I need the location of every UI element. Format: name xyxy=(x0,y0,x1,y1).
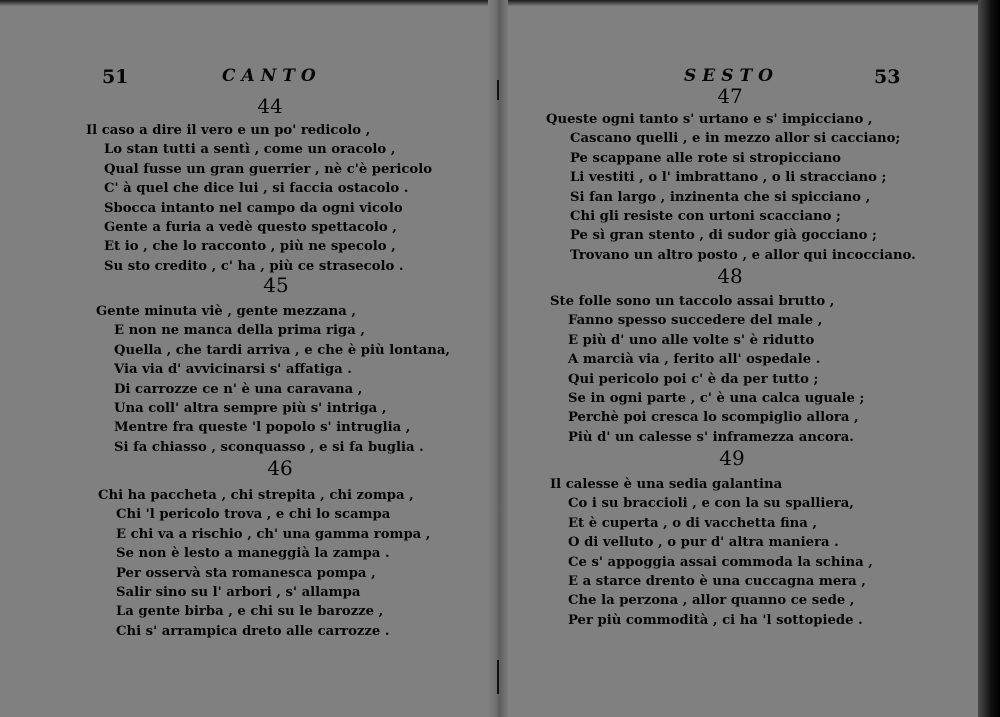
verse-line: E chi va a rischio , ch' una gamma rompa , xyxy=(116,526,431,542)
verse-line: Se non è lesto a maneggià la zampa . xyxy=(116,546,390,562)
verse-line: Ce s' appoggia assai commoda la schina , xyxy=(568,554,873,570)
left-running-head: CANTO xyxy=(222,66,322,86)
verse-line: La gente birba , e chi su le barozze , xyxy=(116,604,384,620)
stanza-number: 49 xyxy=(719,446,745,470)
verse-line: Et io , che lo racconto , più ne specolo , xyxy=(104,239,396,255)
verse-line: Et è cuperta , o di vacchetta fina , xyxy=(568,515,817,531)
verse-line: Chi ha paccheta , chi strepita , chi zompa , xyxy=(98,488,414,503)
verse-line: Trovano un altro posto , e allor qui incocciano. xyxy=(570,247,916,263)
verse-line: Queste ogni tanto s' urtano e s' impicciano , xyxy=(546,112,873,127)
stanza-48 xyxy=(550,292,864,447)
verse-line: E non ne manca della prima riga , xyxy=(114,323,365,339)
verse-line: Quella , che tardi arriva , e che è più lontana, xyxy=(114,342,450,358)
scan-right-edge xyxy=(978,0,1000,717)
left-page-number: 51 xyxy=(102,66,129,88)
stanza-number: 44 xyxy=(257,94,283,118)
verse-line: Su sto credito , c' ha , più ce strasecolo . xyxy=(104,258,404,274)
verse-line: A marcià via , ferito all' ospedale . xyxy=(568,352,821,368)
verse-line: Pe scappane alle rote si stropicciano xyxy=(570,150,841,166)
verse-line: Li vestiti , o l' imbrattano , o li stracciano ; xyxy=(570,170,887,186)
verse-line: Mentre fra queste 'l popolo s' intruglia , xyxy=(114,420,411,436)
stanza-46 xyxy=(98,486,430,641)
verse-line: Qui pericolo poi c' è da per tutto ; xyxy=(568,371,819,387)
verse-line: Cascano quelli , e in mezzo allor si cacciano; xyxy=(570,131,901,147)
right-page-number: 53 xyxy=(874,66,901,88)
verse-line: Si fa chiasso , sconquasso , e si fa buglia . xyxy=(114,439,424,455)
verse-line: Co i su braccioli , e con la su spalliera, xyxy=(568,496,854,512)
stanza-number: 46 xyxy=(267,456,293,480)
verse-line: Chi s' arrampica dreto alle carrozze . xyxy=(116,623,390,639)
verse-line: Per più commodità , ci ha 'l sottopiede . xyxy=(568,612,863,628)
left-page xyxy=(80,0,480,717)
stanza-number: 45 xyxy=(263,273,289,297)
verse-line: Di carrozze ce n' è una caravana , xyxy=(114,381,363,397)
verse-line: Chi gli resiste con urtoni scacciano ; xyxy=(570,209,841,225)
verse-line: Una coll' altra sempre più s' intriga , xyxy=(114,401,387,417)
gutter-mark-top xyxy=(497,80,499,100)
verse-line: Fanno spesso succedere del male , xyxy=(568,313,823,329)
stanza-number: 47 xyxy=(717,84,743,108)
verse-line: E più d' uno alle volte s' è ridutto xyxy=(568,332,815,348)
verse-line: Se in ogni parte , c' è una calca uguale ; xyxy=(568,391,865,407)
verse-line: Via via d' avvicinarsi s' affatiga . xyxy=(114,362,352,378)
book-gutter xyxy=(488,0,508,717)
verse-line: Che la perzona , allor quanno ce sede , xyxy=(568,593,855,609)
stanza-49 xyxy=(550,475,873,630)
verse-line: Più d' un calesse s' inframezza ancora. xyxy=(568,429,854,445)
verse-line: Salir sino su l' arbori , s' allampa xyxy=(116,585,361,601)
verse-line: Si fan largo , inzinenta che si spicciano , xyxy=(570,189,871,205)
gutter-mark-bottom xyxy=(497,660,499,694)
verse-line: Pe sì gran stento , di sudor già gocciano ; xyxy=(570,228,877,244)
stanza-number: 48 xyxy=(717,264,743,288)
verse-line: Ste folle sono un taccolo assai brutto , xyxy=(550,294,835,309)
verse-line: Qual fusse un gran guerrier , nè c'è pericolo xyxy=(104,161,433,177)
verse-line: Gente a furia a vedè questo spettacolo , xyxy=(104,220,397,236)
verse-line: Sbocca intanto nel campo da ogni vicolo xyxy=(104,200,403,216)
verse-line: Il caso a dire il vero e un po' redicolo , xyxy=(86,123,371,138)
verse-line: Perchè poi cresca lo scompiglio allora , xyxy=(568,410,859,426)
verse-line: Gente minuta viè , gente mezzana , xyxy=(96,304,356,319)
right-running-head: SESTO xyxy=(684,66,779,86)
stanza-47 xyxy=(546,110,916,265)
right-page xyxy=(540,0,940,717)
verse-line: E a starce drento è una cuccagna mera , xyxy=(568,574,866,590)
verse-line: Chi 'l pericolo trova , e chi lo scampa xyxy=(116,507,391,523)
verse-line: Il calesse è una sedia galantina xyxy=(550,477,783,492)
verse-line: O di velluto , o pur d' altra maniera . xyxy=(568,535,839,551)
verse-line: Lo stan tutti a sentì , come un oracolo , xyxy=(104,142,396,158)
verse-line: C' à quel che dice lui , si faccia ostacolo . xyxy=(104,181,409,197)
stanza-45 xyxy=(96,302,450,457)
stanza-44 xyxy=(86,121,432,276)
verse-line: Per osservà sta romanesca pompa , xyxy=(116,565,376,581)
